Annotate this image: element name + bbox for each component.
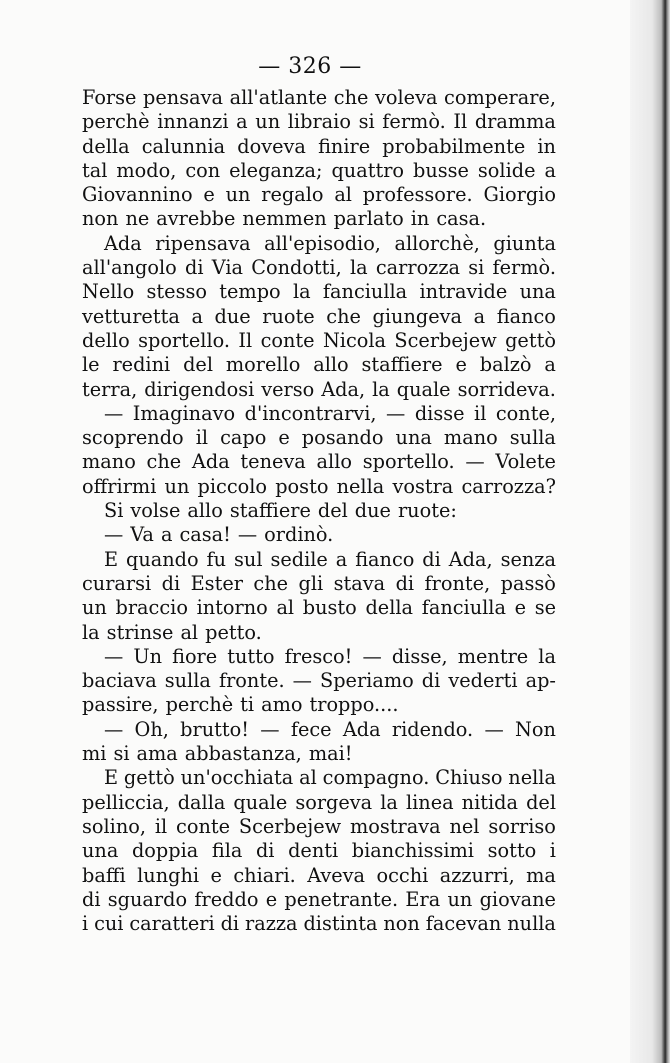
text-line: — Oh, brutto! — fece Ada ridendo. — Non (104, 717, 556, 741)
text-line: baffi lunghi e chiari. Aveva occhi azzurri, ma (82, 863, 556, 887)
text-line: scoprendo il capo e posando una mano sulla (82, 426, 556, 450)
text-line: tal modo, con eleganza; quattro busse solide a (82, 158, 556, 182)
text-line: Nello stesso tempo la fanciulla intravide una (82, 280, 556, 304)
text-line: — Va a casa! — ordinò. (104, 523, 334, 547)
text-line: — Un fiore tutto fresco! — disse, mentre la (104, 644, 556, 668)
text-line: vetturetta a due ruote che giungeva a fianco (82, 304, 556, 328)
text-line: mano che Ada teneva allo sportello. — Volete (82, 450, 556, 474)
text-line: Giovannino e un regalo al professore. Giorgio (82, 183, 556, 207)
text-line: pelliccia, dalla quale sorgeva la linea nitida del (82, 790, 556, 814)
text-line: solino, il conte Scerbejew mostrava nel sorriso (82, 814, 556, 838)
page-number: — 326 — (258, 54, 362, 79)
text-line: mi si ama abbastanza, mai! (82, 742, 353, 766)
text-line: la strinse al petto. (82, 620, 262, 644)
text-line: Si volse allo staffiere del due ruote: (104, 499, 457, 523)
text-line: baciava sulla fronte. — Speriamo di vederti ap- (82, 669, 556, 693)
text-line: Forse pensava all'atlante che voleva comperare, (82, 86, 556, 109)
text-line: E quando fu sul sedile a fianco di Ada, senza (104, 547, 556, 571)
text-line: all'angolo di Via Condotti, la carrozza si fermò. (82, 256, 556, 280)
text-line: perchè innanzi a un libraio si fermò. Il dramma (82, 110, 556, 134)
text-line: una doppia fila di denti bianchissimi sotto i (82, 839, 556, 863)
text-line: i cui caratteri di razza distinta non facevan nulla (82, 912, 556, 936)
text-line: E gettò un'occhiata al compagno. Chiuso nella (104, 766, 556, 790)
text-line: offrirmi un piccolo posto nella vostra carrozza? (82, 474, 556, 498)
text-line: di sguardo freddo e penetrante. Era un giovane (82, 887, 556, 911)
text-line: curarsi di Ester che gli stava di fronte, passò (82, 571, 556, 595)
text-line: della calunnia doveva finire probabilmente in (82, 134, 556, 158)
page-edge-shadow (630, 0, 670, 1063)
text-line: non ne avrebbe nemmen parlato in casa. (82, 207, 487, 231)
text-line: terra, dirigendosi verso Ada, la quale sorrideva. (82, 377, 556, 401)
text-line: dello sportello. Il conte Nicola Scerbejew gettò (82, 328, 556, 352)
text-line: passire, perchè ti amo troppo.... (82, 693, 399, 717)
body-text (82, 86, 556, 936)
text-line: le redini del morello allo staffiere e balzò a (82, 353, 556, 377)
text-line: Ada ripensava all'episodio, allorchè, giunta (104, 231, 556, 255)
text-line: — Imaginavo d'incontrarvi, — disse il conte, (104, 401, 556, 425)
text-line: un braccio intorno al busto della fanciulla e se (82, 596, 556, 620)
